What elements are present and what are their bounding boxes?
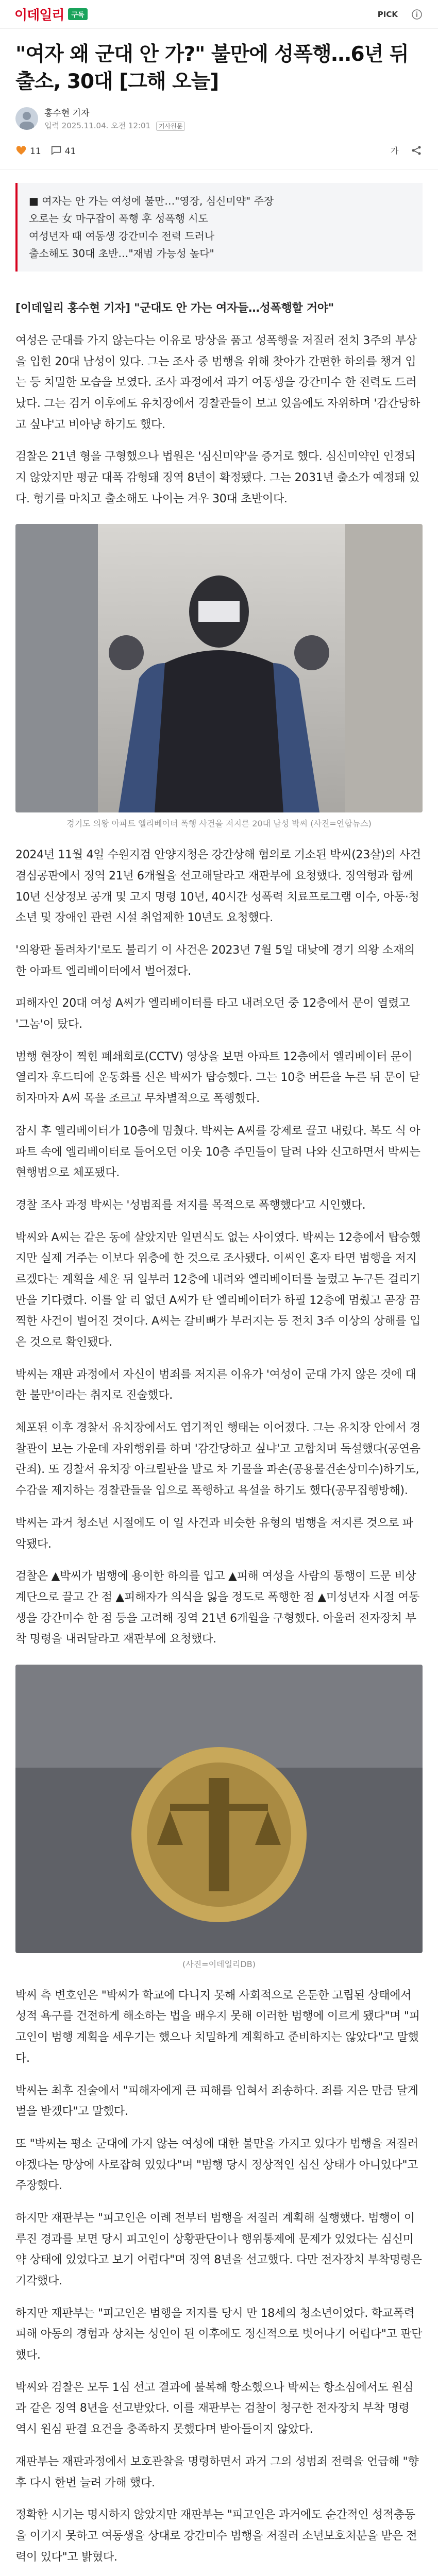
- article-paragraph: 또 "박씨는 평소 군대에 가지 않는 여성에 대한 불만을 가지고 있다가 범행을 저질러야겠다는 망상에 사로잡혀 있었다"며 "범행 당시 정상적인 심신 상태가 아니었다"고 주장했다.: [15, 2137, 418, 2193]
- article-paragraph: 정확한 시기는 명시하지 않았지만 재판부는 "피고인은 과거에도 순간적인 성적충동을 이기지 못하고 여동생을 상대로 강간미수 범행을 저질러 소년보호처분을 받은 전력이 있다"고 밝혔다.: [15, 2509, 417, 2564]
- like-count: 11: [30, 146, 41, 157]
- summary-line: 오로는 女 마구잡이 폭행 후 성폭행 시도: [29, 212, 208, 225]
- comment-icon: [50, 145, 62, 159]
- article-paragraph: 박씨와 A씨는 같은 동에 살았지만 일면식도 없는 사이였다. 박씨는 12층에서 탑승했지만 실제 거주는 이보다 위층에 한 것으로 조사됐다. 이씨인 혼자 타면 범행을 저지르겠다는 계획을 세운 뒤 일부러 12층에 내려와 엘리베이터를 눌렀고 누구든 걸리기만을 기다렸다. 이를 알 리 없던 A씨가 탄 엘리베이터가 하필 12층에 멈췄고 곧장 끔찍한 사건이 벌어진 것이다. A씨는 갈비뼈가 부러지는 등 전치 3주 이상의 상해를 입은 것으로 확인됐다.: [15, 1231, 421, 1349]
- logo-text: 이데일리: [14, 8, 64, 23]
- action-bar: [0, 139, 438, 170]
- article-paragraph: 여성은 군대를 가지 않는다는 이유로 망상을 품고 성폭행을 저질러 전치 3주의 부상을 입힌 20대 남성이 있다. 그는 조사 중 범행을 위해 찾아가 간편한 하의를 챙겨 입는 등 치밀한 모습을 보였다. 조사 과정에서 과거 여동생을 강간미수 한 전력도 드러났다. 그는 검거 이후에도 유치장에서 경찰관들이 보고 있음에도 자위하며 '감간당하고 싶냐'고 비아냥 하기도 했다.: [15, 334, 420, 431]
- pick-label[interactable]: PICK: [377, 9, 398, 19]
- court-photo[interactable]: [15, 1665, 423, 1953]
- article-body: [0, 282, 438, 2576]
- article-paragraph: 재판부는 재판과정에서 보호관찰을 명령하면서 과거 그의 성범죄 전력을 언급해 "향후 다시 한번 늘려 가해 했다.: [15, 2455, 419, 2489]
- comment-count: 41: [64, 146, 76, 157]
- publish-time: [44, 120, 423, 131]
- article-paragraph: 박씨와 검찰은 모두 1심 선고 결과에 불복해 항소했으나 박씨는 항소심에서도 원심과 같은 징역 8년을 선고받았다. 이를 재판부는 검찰이 청구한 전자장치 부착 명령 역시 원심 판결 요건을 충족하지 못했다며 받아들이지 않았다.: [15, 2381, 414, 2436]
- heart-icon: [15, 145, 27, 159]
- article-paragraph: 검찰은 21년 형을 구형했으나 법원은 '심신미약'을 증거로 했다. 심신미약인 인정되지 않았지만 평균 대폭 감형돼 징역 8년이 확정됐다. 그는 2031년 출소가 예정돼 있다. 형기를 마치고 출소해도 나이는 겨우 30대 초반이다.: [15, 450, 420, 505]
- figure-caption: (사진=이데일리DB): [182, 1959, 256, 1969]
- article-paragraph: 경찰 조사 과정 박씨는 '성범죄를 저지를 목적으로 폭행했다'고 시인했다.: [15, 1198, 366, 1212]
- article-paragraph: 박씨 측 변호인은 "박씨가 학교에 다니지 못해 사회적으로 은둔한 고립된 상태에서 성적 욕구를 건전하게 해소하는 법을 배우지 못해 이러한 범행에 이르게 됐다"며 "피고인이 범행 계획을 세우기는 했으나 치밀하게 계획하고 준비하지는 않았다"고 말했다.: [15, 1989, 420, 2065]
- article-figure-2: [15, 1665, 423, 1971]
- reporter-name[interactable]: 홍수현 기자: [44, 108, 90, 119]
- headline-section: [0, 29, 438, 100]
- article-paragraph: '의왕판 돌려차기'로도 불리기 이 사건은 2023년 7월 5일 대낮에 경기 의왕 소재의 한 아파트 엘리베이터에서 벌어졌다.: [15, 944, 415, 978]
- subscribe-badge[interactable]: 구독: [68, 8, 87, 20]
- article-figure-1: [15, 524, 423, 831]
- font-size-icon[interactable]: [390, 144, 402, 159]
- article-title: "여자 왜 군대 안 가?" 불만에 성폭행…6년 뒤 출소, 30대 [그해 오늘]: [15, 43, 409, 93]
- article-paragraph: 박씨는 최후 진술에서 "피해자에게 큰 피해를 입혀서 죄송하다. 죄를 지은 만큼 달게 벌을 받겠다"고 말했다.: [15, 2084, 418, 2119]
- article-paragraph: 잠시 후 엘리베이터가 10층에 멈췄다. 박씨는 A씨를 강제로 끌고 내렸다. 복도 식 아파트 속에 엘리베이터로 들어오던 이웃 10층 주민들이 달려 나와 신고하면서 박씨는 현행범으로 체포됐다.: [15, 1124, 420, 1180]
- article-paragraph: 범행 현장이 찍힌 폐쇄회로(CCTV) 영상을 보면 아파트 12층에서 엘리베이터 문이 열리자 후드티에 운동화를 신은 박씨가 탑승했다. 그는 10층 버튼을 누른 뒤 문이 닫히자마자 A씨 목을 조르고 무차별적으로 폭행했다.: [15, 1050, 420, 1106]
- reporter-avatar[interactable]: [15, 107, 38, 130]
- article-paragraph: 피해자인 20대 여성 A씨가 엘리베이터를 타고 내려오던 중 12층에서 문이 열렸고 '그놈'이 탔다.: [15, 997, 410, 1031]
- summary-line: 출소해도 30대 초반…"재범 가능성 높다": [29, 247, 214, 260]
- byline: [0, 100, 438, 139]
- like-button[interactable]: [15, 145, 41, 159]
- top-bar: [0, 0, 438, 29]
- article-paragraph: 2024년 11월 4일 수원지검 안양지청은 강간상해 혐의로 기소된 박씨(23살)의 사건 겸심공판에서 징역 21년 6개월을 선고해달라고 재판부에 요청했다. 징역형과 함께 10년 신상정보 공개 및 고지 명령 10년, 40시간 성폭력 치료프로그램 이수, 아동·청소년 및 장애인 관련 시설 취업제한 10년도 요청했다.: [15, 849, 421, 925]
- article-paragraph: 하지만 재판부는 "피고인은 이례 전부터 범행을 저질러 계획해 실행했다. 범행이 이루진 경과를 보면 당시 피고인이 상황판단이나 행위통제에 문제가 있었다는 심신미약 상태에 있었다고 보기 어렵다"며 징역 8년을 선고했다. 다만 전자장치 부착명령은 기각했다.: [15, 2211, 422, 2287]
- article-paragraph: 하지만 재판부는 "피고인은 범행을 저지를 당시 만 18세의 청소년이었다. 학교폭력 피해 아동의 경험과 상처는 성인이 된 이후에도 정신적으로 벗어나기 어렵다"고 판단했다.: [15, 2307, 423, 2362]
- article-paragraph: 박씨는 재판 과정에서 자신이 범죄를 저지른 이유가 '여성이 군대 가지 않은 것에 대한 불만'이라는 취지로 진술했다.: [15, 1368, 416, 1402]
- summary-line: 여성년자 때 여동생 강간미수 전력 드러나: [29, 230, 215, 243]
- article-lead: [이데일리 홍수현 기자] "군대도 안 가는 여자들…성폭행할 거야": [15, 302, 334, 315]
- publish-time-text: 입력 2025.11.04. 오전 12:01: [44, 121, 151, 131]
- svg-text:가: 가: [391, 146, 399, 156]
- article-paragraph: 체포된 이후 경찰서 유치장에서도 엽기적인 행태는 이어졌다. 그는 유치장 안에서 경찰관이 보는 가운데 자위행위를 하며 '감간당하고 싶냐'고 고함치며 독설했다(공연음란죄). 또 경찰서 유치장 아크릴판을 발로 차 기물을 파손(공용물건손상미수)하기도, 수감을 제지하는 경찰관들을 입으로 폭행하고 욕설을 하기도 했다(공무집행방해).: [15, 1421, 420, 1498]
- info-icon[interactable]: [410, 8, 424, 21]
- comment-button[interactable]: [50, 145, 76, 159]
- figure-caption: 경기도 의왕 아파트 엘리베이터 폭행 사건을 저지른 20대 남성 박씨 (사진=연합뉴스): [66, 819, 372, 829]
- original-article-badge[interactable]: 기사원문: [156, 122, 185, 131]
- summary-line: ■ 여자는 안 가는 여성에 불만…"영장, 심신미약" 주장: [29, 195, 274, 208]
- suspect-photo[interactable]: [15, 524, 423, 812]
- share-icon[interactable]: [410, 144, 423, 159]
- article-summary: [15, 183, 423, 272]
- article-paragraph: 박씨는 과거 청소년 시절에도 이 일 사건과 비슷한 유형의 범행을 저지른 것으로 파악됐다.: [15, 1516, 413, 1551]
- article-paragraph: 검찰은 ▲박씨가 범행에 용이한 하의를 입고 ▲피해 여성을 사람의 통행이 드문 비상계단으로 끌고 간 점 ▲피해자가 의식을 잃을 정도로 폭행한 점 ▲미성년자 시절 여동생을 강간미수 한 점 등을 고려해 징역 21년 6개월을 구형했다. 아울러 전자장치 부착 명령을 내려달라고 재판부에 요청했다.: [15, 1570, 420, 1646]
- logo[interactable]: [14, 5, 88, 24]
